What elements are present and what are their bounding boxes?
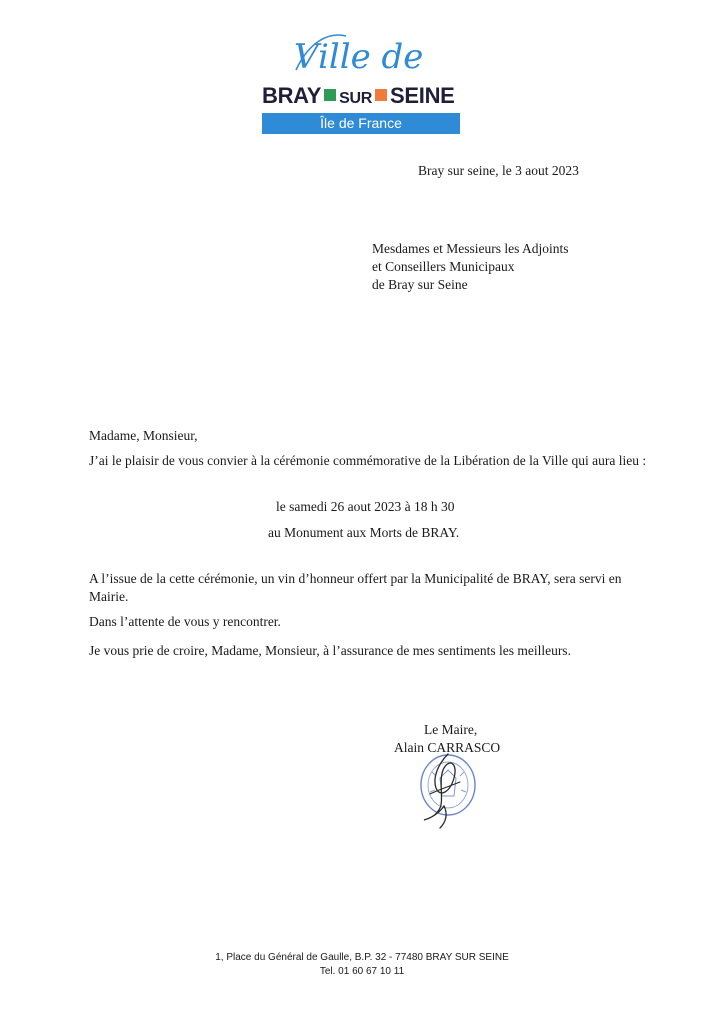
letter-greeting: Madame, Monsieur, (89, 428, 198, 443)
logo-town-right: SEINE (390, 83, 455, 108)
recipient-line: de Bray sur Seine (372, 277, 468, 292)
green-square-icon (324, 89, 336, 101)
footer-phone: Tel. 01 60 67 10 11 (319, 966, 405, 977)
letter-reception: A l’issue de la cette cérémonie, un vin d’honneur offert par la Municipalité de BRAY, sera servi en Mairie. (89, 571, 622, 604)
letter-closing: Je vous prie de croire, Madame, Monsieur, à l’assurance de mes sentiments les meilleurs. (89, 643, 571, 658)
logo-script-ville-de (290, 30, 430, 80)
logo-town-left: BRAY (262, 83, 322, 108)
logo-town-name (262, 83, 455, 109)
recipient-line: et Conseillers Municipaux (372, 259, 515, 274)
logo-town-middle: SUR (339, 90, 373, 107)
letter-intro: J’ai le plaisir de vous convier à la cérémonie commémorative de la Libération de la Ville qui aura lieu : (89, 453, 647, 468)
letter-waiting: Dans l’attente de vous y rencontrer. (89, 614, 281, 629)
event-place: au Monument aux Morts de BRAY. (268, 525, 460, 540)
signatory-title: Le Maire, (424, 722, 478, 737)
letter-date: Bray sur seine, le 3 aout 2023 (418, 163, 579, 178)
orange-square-icon (375, 89, 387, 101)
event-date: le samedi 26 aout 2023 à 18 h 30 (276, 499, 455, 514)
recipient-line: Mesdames et Messieurs les Adjoints (372, 241, 569, 256)
signatory-name: Alain CARRASCO (394, 740, 501, 755)
logo-region-banner: Île de France (262, 113, 460, 134)
footer-address: 1, Place du Général de Gaulle, B.P. 32 - 77480 BRAY SUR SEINE (215, 952, 509, 963)
logo-script-text: Ville de (294, 37, 424, 77)
handwritten-signature-icon (410, 748, 470, 830)
recipient-block (372, 240, 568, 294)
